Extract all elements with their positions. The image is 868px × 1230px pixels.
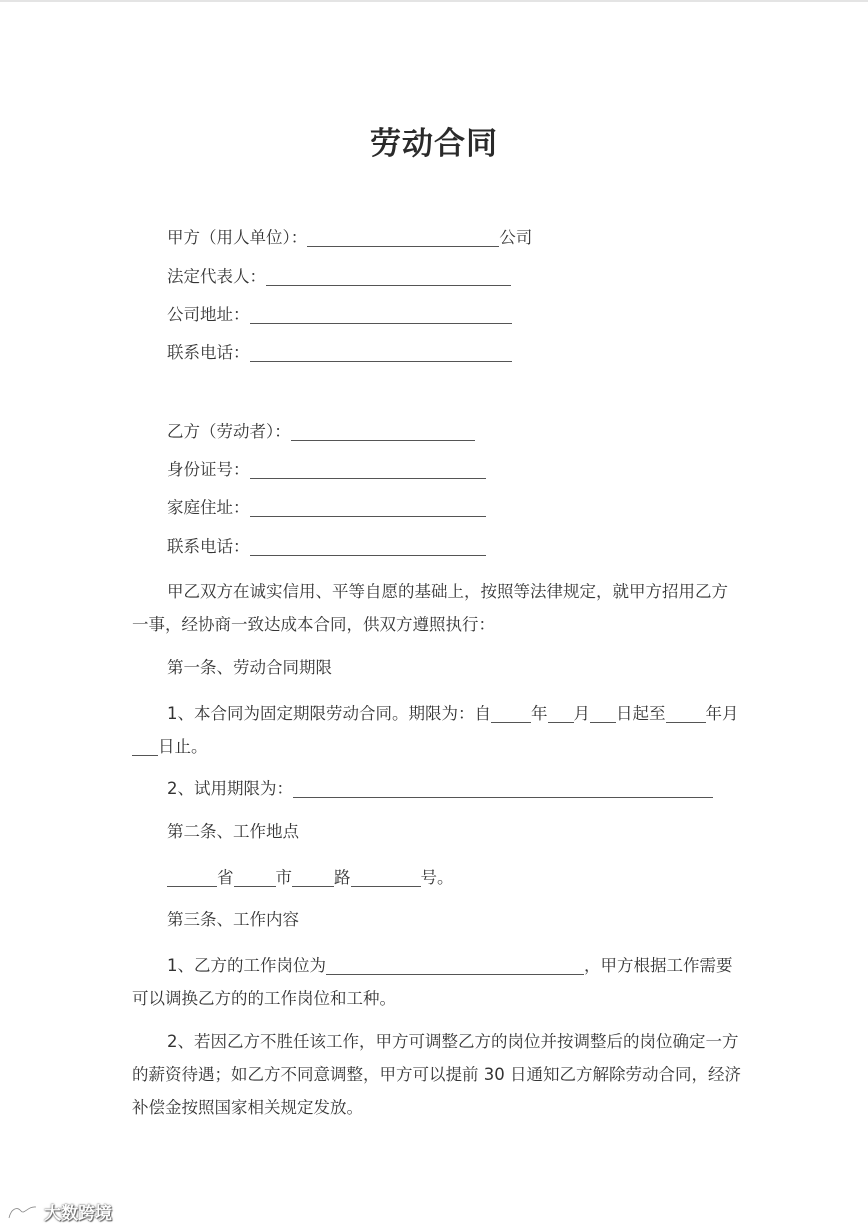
party-a-rep-line [167,266,511,288]
day-to-blank [132,737,158,756]
party-b-address-blank [250,498,486,517]
month-from-label: 月 [573,704,590,723]
party-a-phone-blank [250,343,512,362]
road-blank [292,868,334,887]
article3-item1-prefix: 1、乙方的工作岗位为 [167,956,326,975]
month-to-label: 月 [722,704,739,723]
day-from-label: 日起至 [616,704,666,723]
year-from-blank [491,704,531,723]
party-a-address-blank [250,305,512,324]
page-top-border [0,0,868,2]
article3-item1 [132,949,742,1015]
party-a-address-line [167,304,512,326]
party-a-rep-label: 法定代表人： [167,267,266,286]
article1-item2 [167,778,713,800]
month-from-blank [548,704,574,723]
year-from-label: 年 [531,704,548,723]
work-location-line [167,867,454,889]
year-to-label: 年 [705,704,722,723]
party-a-name-suffix: 公司 [499,228,533,247]
party-b-name-line [167,421,475,443]
watermark-logo-icon [6,1201,40,1223]
party-b-id-label: 身份证号： [167,460,250,479]
article1-item1 [132,697,742,763]
article1-heading: 第一条、劳动合同期限 [167,658,332,677]
party-a-phone-label: 联系电话： [167,343,250,362]
party-a-rep-blank [266,267,511,286]
party-b-address-line [167,497,486,519]
article3-item2: 2、若因乙方不胜任该工作，甲方可调整乙方的岗位并按调整后的岗位确定一方的薪资待遇；如乙方不同意调整，甲方可以提前 30 日通知乙方解除劳动合同，经济补偿金按照国家相关规定发放。 [132,1032,741,1117]
road-label: 路 [334,868,351,887]
article3-item1-suffix: ，甲方根据工作需要可以调换乙方的的工作岗位和工种。 [132,956,733,1008]
city-label: 市 [275,868,292,887]
party-b-phone-line [167,536,486,558]
party-a-name-blank [307,228,499,247]
province-blank [167,868,217,887]
watermark-text: 大数跨境 [44,1204,112,1224]
province-label: 省 [217,868,234,887]
party-a-phone-line [167,342,512,364]
city-blank [234,868,276,887]
party-b-address-label: 家庭住址： [167,498,250,517]
year-to-blank [666,704,706,723]
number-blank [351,868,421,887]
party-b-name-label: 乙方（劳动者）： [167,422,291,441]
probation-blank [293,779,713,798]
party-b-name-blank [291,422,475,441]
party-a-name-label: 甲方（用人单位）： [167,228,308,247]
position-blank [326,956,584,975]
number-label: 号。 [420,868,454,887]
party-b-phone-blank [250,537,486,556]
probation-label: 2、试用期限为： [167,779,293,798]
day-from-blank [590,704,616,723]
party-b-id-line [167,459,486,481]
document-title: 劳动合同 [370,126,498,162]
party-a-name-line [167,227,532,249]
party-b-phone-label: 联系电话： [167,537,250,556]
article2-heading: 第二条、工作地点 [167,822,299,841]
party-b-id-blank [250,460,486,479]
party-a-address-label: 公司地址： [167,305,250,324]
intro-paragraph: 甲乙双方在诚实信用、平等自愿的基础上，按照等法律规定，就甲方招用乙方一事，经协商一致达成本合同，供双方遵照执行： [132,582,728,634]
watermark [6,1199,112,1224]
article3-heading: 第三条、工作内容 [167,910,299,929]
article1-item1-prefix: 1、本合同为固定期限劳动合同。期限为：自 [167,704,491,723]
day-to-label: 日止。 [158,737,208,756]
